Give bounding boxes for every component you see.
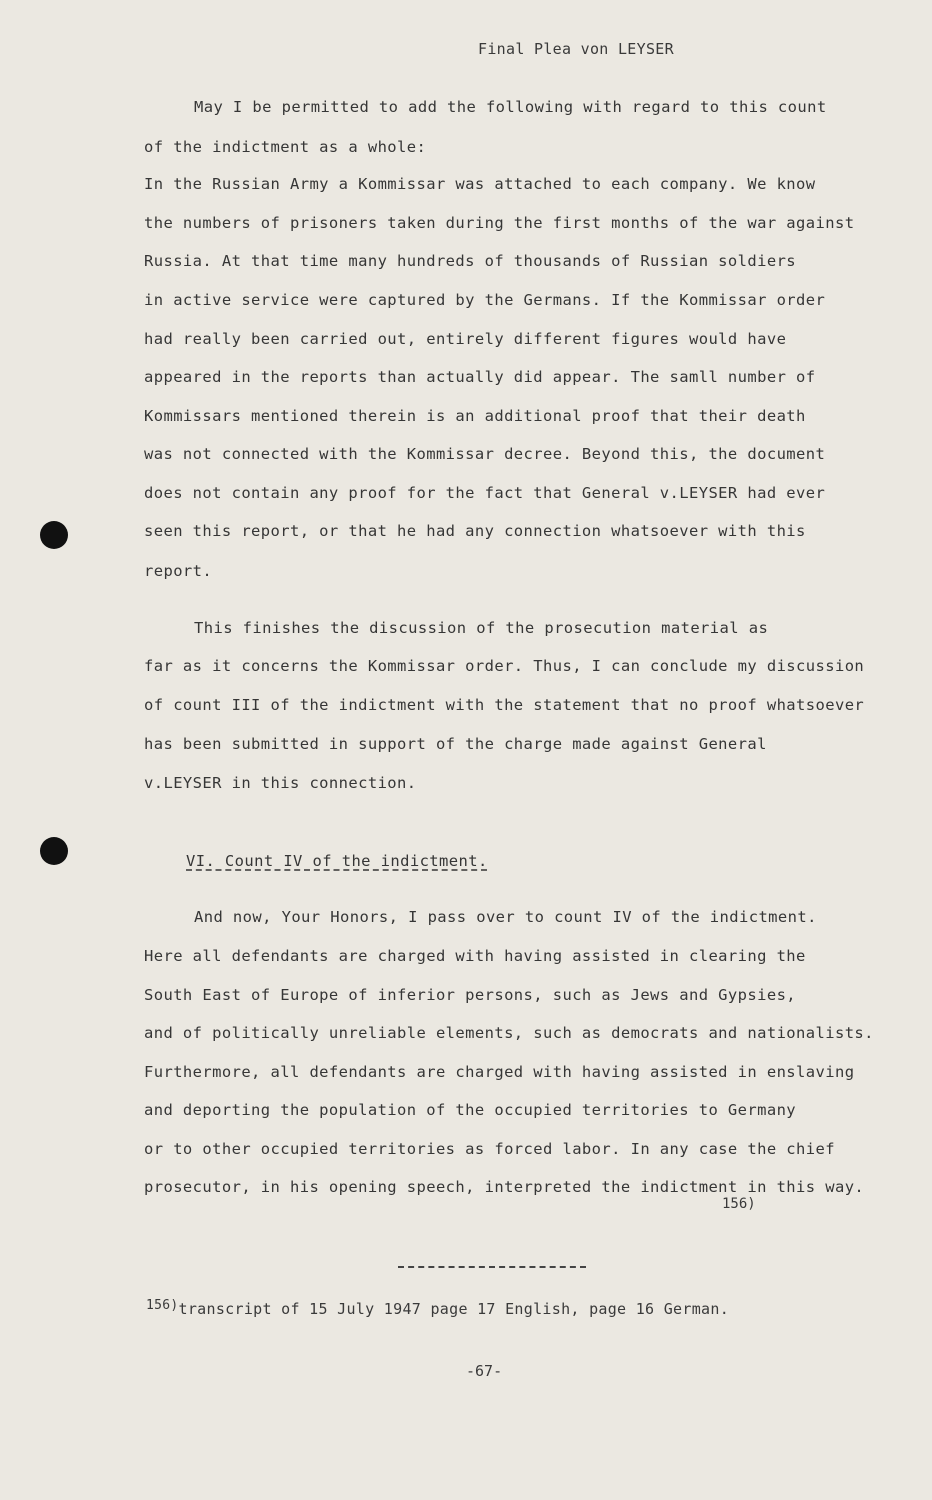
text-line: was not connected with the Kommissar decree. Beyond this, the document (144, 445, 826, 463)
text-line: In the Russian Army a Kommissar was attached to each company. We know (144, 175, 816, 193)
text-line: does not contain any proof for the fact that General v.LEYSER had ever (144, 484, 826, 502)
text-line: and deporting the population of the occupied territories to Germany (144, 1101, 797, 1119)
text-line: of the indictment as a whole: (144, 138, 427, 156)
text-line: has been submitted in support of the charge made against General (144, 735, 767, 753)
footnote-reference: 156) (722, 1196, 756, 1212)
text-line: and of politically unreliable elements, such as democrats and nationalists. (144, 1024, 874, 1042)
section-heading: VI. Count IV of the indictment. (186, 852, 488, 870)
footnote-marker: 156) (146, 1298, 179, 1313)
text-line: Furthermore, all defendants are charged with having assisted in enslaving (144, 1063, 855, 1081)
text-line: of count III of the indictment with the statement that no proof whatsoever (144, 696, 865, 714)
page-header: Final Plea von LEYSER (478, 40, 674, 58)
footnote-separator (398, 1266, 586, 1268)
punch-hole-bottom (40, 837, 68, 865)
text-line: report. (144, 562, 213, 580)
text-line: This finishes the discussion of the prosecution material as (194, 619, 769, 637)
punch-hole-top (40, 521, 68, 549)
text-line: Russia. At that time many hundreds of thousands of Russian soldiers (144, 252, 797, 270)
text-line: South East of Europe of inferior persons, such as Jews and Gypsies, (144, 986, 797, 1004)
text-line: May I be permitted to add the following with regard to this count (194, 98, 827, 116)
text-line: the numbers of prisoners taken during the first months of the war against (144, 214, 855, 232)
text-line: Kommissars mentioned therein is an additional proof that their death (144, 407, 806, 425)
text-line: Here all defendants are charged with having assisted in clearing the (144, 947, 806, 965)
text-line: appeared in the reports than actually did appear. The samll number of (144, 368, 816, 386)
text-line: or to other occupied territories as forced labor. In any case the chief (144, 1140, 835, 1158)
text-line: v.LEYSER in this connection. (144, 774, 417, 792)
text-line: prosecutor, in his opening speech, interpreted the indictment in this way. (144, 1178, 865, 1196)
page-number: -67- (466, 1362, 503, 1380)
text-line: far as it concerns the Kommissar order. Thus, I can conclude my discussion (144, 657, 865, 675)
text-line: in active service were captured by the Germans. If the Kommissar order (144, 291, 826, 309)
footnote (146, 1300, 729, 1318)
text-line: seen this report, or that he had any connection whatsoever with this (144, 522, 806, 540)
footnote-text: transcript of 15 July 1947 page 17 English, page 16 German. (178, 1300, 730, 1318)
text-line: had really been carried out, entirely different figures would have (144, 330, 787, 348)
text-line: And now, Your Honors, I pass over to count IV of the indictment. (194, 908, 817, 926)
